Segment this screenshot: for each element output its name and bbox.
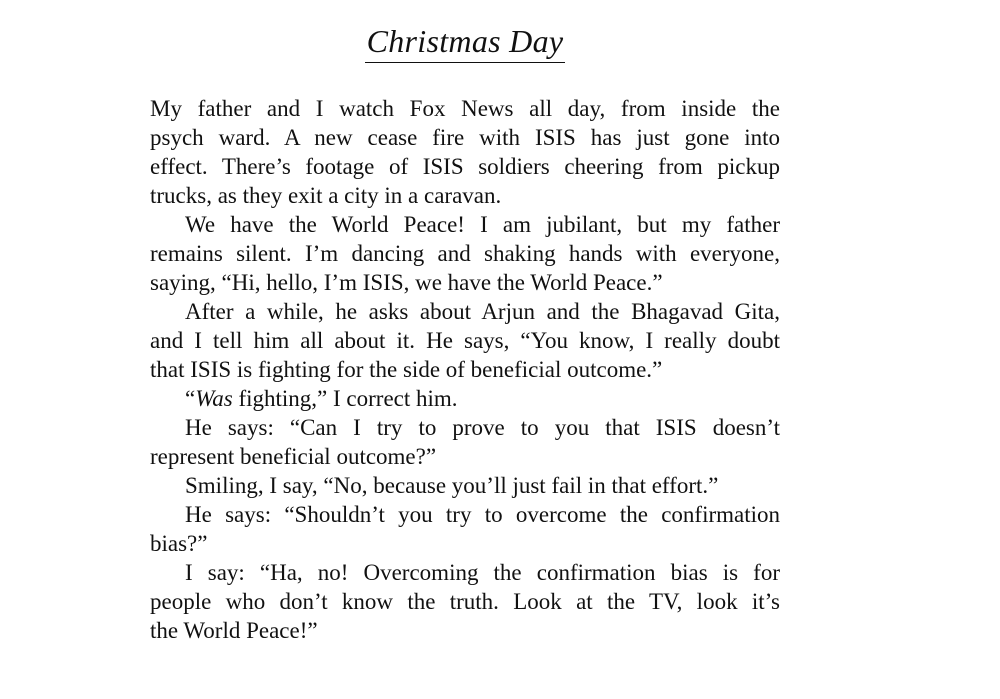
text-line: the World Peace!” [150, 618, 318, 643]
paragraph-4 [150, 384, 780, 413]
text-line: Smiling, I say, “No, because you’ll just fail in that effort.” [185, 473, 719, 498]
text-line [150, 384, 780, 413]
paragraph-3 [150, 297, 780, 384]
text-line: trucks, as they exit a city in a caravan. [150, 183, 502, 208]
text-line: and I tell him all about it. He says, “You know, I really doubt [150, 328, 780, 353]
text-line: saying, “Hi, hello, I’m ISIS, we have the World Peace.” [150, 270, 663, 295]
paragraph-8 [150, 558, 780, 645]
paragraph-6 [150, 471, 780, 500]
text-line: that ISIS is fighting for the side of beneficial outcome.” [150, 357, 663, 382]
paragraph-2 [150, 210, 780, 297]
text-line: I say: “Ha, no! Overcoming the confirmation bias is for [185, 560, 780, 585]
text-line: people who don’t know the truth. Look at the TV, look it’s [150, 589, 780, 614]
text-line: He says: “Can I try to prove to you that ISIS doesn’t [185, 415, 780, 440]
text-line: We have the World Peace! I am jubilant, but my father [185, 212, 780, 237]
text-line: My father and I watch Fox News all day, from inside the [150, 96, 780, 121]
paragraph-7 [150, 500, 780, 558]
quote-rest: fighting,” I correct him. [232, 386, 458, 411]
page-title: Christmas Day [365, 22, 566, 63]
title-container [0, 22, 930, 63]
text-line: represent beneficial outcome?” [150, 444, 437, 469]
text-line: After a while, he asks about Arjun and the Bhagavad Gita, [185, 299, 780, 324]
paragraph-1 [150, 94, 780, 210]
text-line: He says: “Shouldn’t you try to overcome the confirmation [185, 502, 780, 527]
story-body [150, 94, 780, 645]
text-line: remains silent. I’m dancing and shaking hands with everyone, [150, 241, 780, 266]
paragraph-5 [150, 413, 780, 471]
text-line: bias?” [150, 531, 208, 556]
open-quote: “ [185, 386, 196, 411]
emphasized-word: Was [195, 386, 233, 411]
text-line: psych ward. A new cease fire with ISIS has just gone into [150, 125, 780, 150]
text-line: effect. There’s footage of ISIS soldiers cheering from pickup [150, 154, 780, 179]
